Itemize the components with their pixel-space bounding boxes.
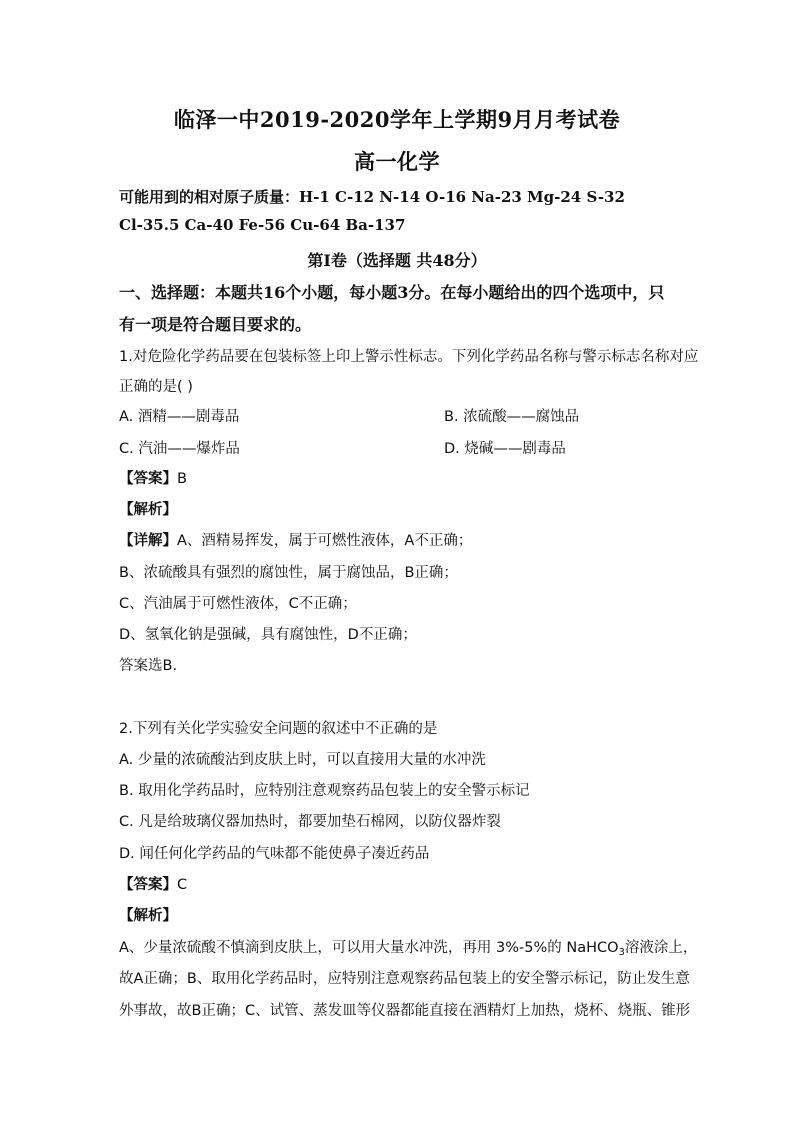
q1-detail-line3: C、汽油属于可燃性液体，C不正确； (119, 596, 357, 612)
q2-analysis-label: 【解析】 (119, 908, 177, 924)
q1-option-c: C. 汽油——爆炸品 (119, 441, 240, 457)
q2-answer-value: C (177, 877, 188, 893)
section-heading: 第Ⅰ卷（选择题 共48分） (307, 251, 487, 270)
q1-option-b: B. 浓硫酸——腐蚀品 (444, 409, 580, 425)
section-instruction-line1: 一、选择题：本题共16个小题，每小题3分。在每小题给出的四个选项中，只 (119, 283, 665, 302)
q1-answer-value: B (177, 471, 187, 487)
atomic-masses-line1: 可能用到的相对原子质量：H-1 C-12 N-14 O-16 Na-23 Mg-24 S-32 (119, 188, 625, 206)
q1-detail-text1: A、酒精易挥发，属于可燃性液体，A不正确； (177, 533, 473, 549)
q2-option-d: D. 闻任何化学药品的气味都不能使鼻子凑近药品 (119, 846, 430, 862)
q2-answer-label: 【答案】 (119, 877, 177, 893)
exam-subtitle: 高一化学 (354, 149, 440, 174)
q1-detail-line1 (119, 529, 472, 550)
section-instruction-line2: 有一项是符合题目要求的。 (119, 315, 312, 334)
q1-answer-label: 【答案】 (119, 471, 177, 487)
q2-analysis-line1 (119, 936, 697, 958)
q2-stem: 2.下列有关化学实验安全问题的叙述中不正确的是 (119, 721, 438, 737)
q1-analysis-label: 【解析】 (119, 502, 177, 518)
q2-option-a: A. 少量的浓硫酸沾到皮肤上时，可以直接用大量的水冲洗 (119, 752, 486, 768)
q2-answer (119, 873, 187, 894)
q2-analysis-line1-post: 溶液涂上， (624, 940, 698, 956)
q1-option-a: A. 酒精——剧毒品 (119, 409, 240, 425)
q2-analysis-line1-pre: A、少量浓硫酸不慎滴到皮肤上，可以用大量水冲洗，再用 3%-5%的 NaHCO (119, 940, 619, 956)
q1-detail-line5: 答案选B. (119, 658, 178, 674)
q1-stem-line2: 正确的是( ) (119, 379, 193, 395)
q2-option-b: B. 取用化学药品时，应特别注意观察药品包装上的安全警示标记 (119, 783, 530, 799)
q1-stem-line1: 1.对危险化学药品要在包装标签上印上警示性标志。下列化学药品名称与警示标志名称对应 (119, 349, 699, 365)
atomic-masses-line2: Cl-35.5 Ca-40 Fe-56 Cu-64 Ba-137 (119, 216, 406, 234)
q2-analysis-line2: 故A正确；B、取用化学药品时，应特别注意观察药品包装上的安全警示标记，防止发生意 (119, 971, 690, 987)
q2-option-c: C. 凡是给玻璃仪器加热时，都要加垫石棉网，以防仪器炸裂 (119, 814, 501, 830)
q1-detail-line4: D、氢氧化钠是强碱，具有腐蚀性，D不正确； (119, 627, 417, 643)
exam-title: 临泽一中2019-2020学年上学期9月月考试卷 (173, 107, 621, 132)
q1-detail-line2: B、浓硫酸具有强烈的腐蚀性，属于腐蚀品，B正确； (119, 565, 458, 581)
q2-analysis-subscript: 3 (618, 947, 625, 958)
q1-option-d: D. 烧碱——剧毒品 (444, 441, 566, 457)
q1-detail-label: 【详解】 (119, 533, 177, 549)
q1-answer (119, 467, 187, 488)
q2-analysis-line3: 外事故，故B正确；C、试管、蒸发皿等仪器都能直接在酒精灯上加热，烧杯、烧瓶、锥形 (119, 1003, 691, 1019)
